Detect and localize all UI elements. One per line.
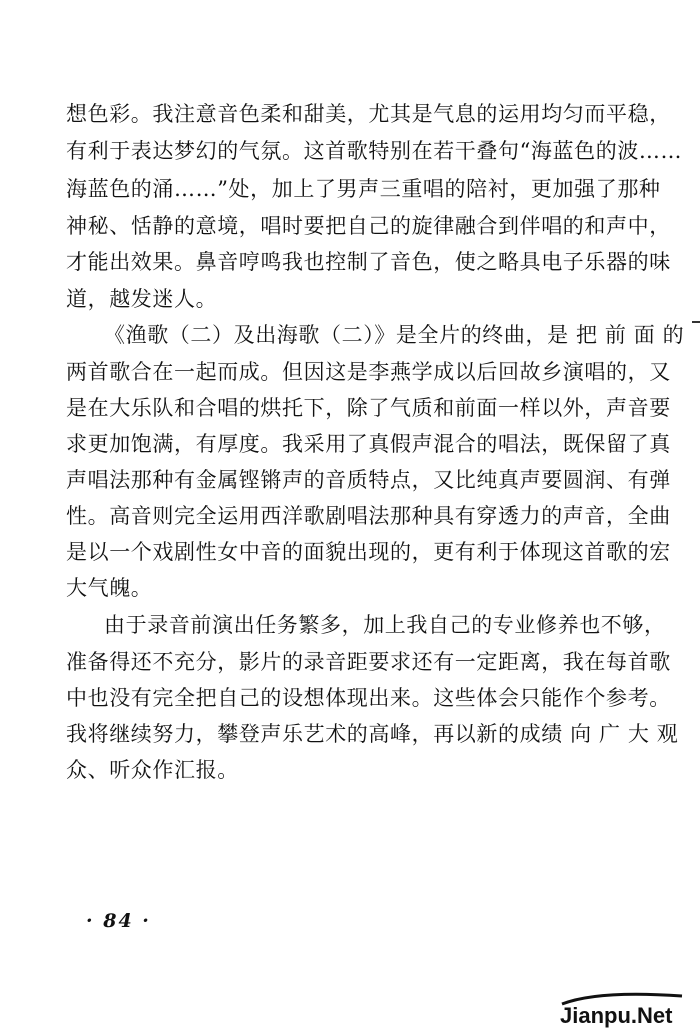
text-line: 海蓝色的涌……”处，加上了男声三重唱的陪衬，更加强了那种 — [66, 177, 661, 201]
text-line: 中也没有完全把自己的设想体现出来。这些体会只能作个参考。 — [66, 686, 671, 710]
text-line: 两首歌合在一起而成。但因这是李燕学成以后回故乡演唱的，又 — [66, 360, 671, 384]
page-number: · 84 · — [86, 910, 151, 932]
watermark-text: Jianpu.Net — [560, 1003, 673, 1028]
watermark — [558, 1000, 694, 1032]
text-line: 才能出效果。鼻音哼鸣我也控制了音色，使之略具电子乐器的味 — [66, 250, 671, 274]
text-line: 是以一个戏剧性女中音的面貌出现的，更有利于体现这首歌的宏 — [66, 540, 671, 564]
text-line: 我将继续努力，攀登声乐艺术的高峰，再以新的成绩 向 广 大 观 — [66, 722, 679, 746]
text-line: 准备得还不充分，影片的录音距要求还有一定距离，我在每首歌 — [66, 650, 671, 674]
text-line: 性。高音则完全运用西洋歌剧唱法那种具有穿透力的声音，全曲 — [66, 504, 671, 528]
text-line: 想色彩。我注意音色柔和甜美，尤其是气息的运用均匀而平稳， — [66, 102, 671, 126]
text-line: 道，越发迷人。 — [66, 287, 218, 311]
scan-edge-mark — [692, 321, 700, 323]
text-line: 声唱法那种有金属铿锵声的音质特点，又比纯真声要圆润、有弹 — [66, 468, 671, 492]
text-line: 求更加饱满，有厚度。我采用了真假声混合的唱法，既保留了真 — [66, 432, 671, 456]
text-line: 众、听众作汇报。 — [66, 758, 239, 782]
text-line: 由于录音前演出任务繁多，加上我自己的专业修养也不够， — [104, 613, 666, 637]
text-line: 是在大乐队和合唱的烘托下，除了气质和前面一样以外，声音要 — [66, 396, 671, 420]
text-line: 有利于表达梦幻的气氛。这首歌特别在若干叠句“海蓝色的波…… — [66, 139, 683, 163]
text-line: 大气魄。 — [66, 576, 153, 600]
text-line: 《渔歌（二）及出海歌（二）》是全片的终曲，是 把 前 面 的 — [104, 323, 685, 347]
text-line: 神秘、恬静的意境，唱时要把自己的旋律融合到伴唱的和声中， — [66, 214, 671, 238]
